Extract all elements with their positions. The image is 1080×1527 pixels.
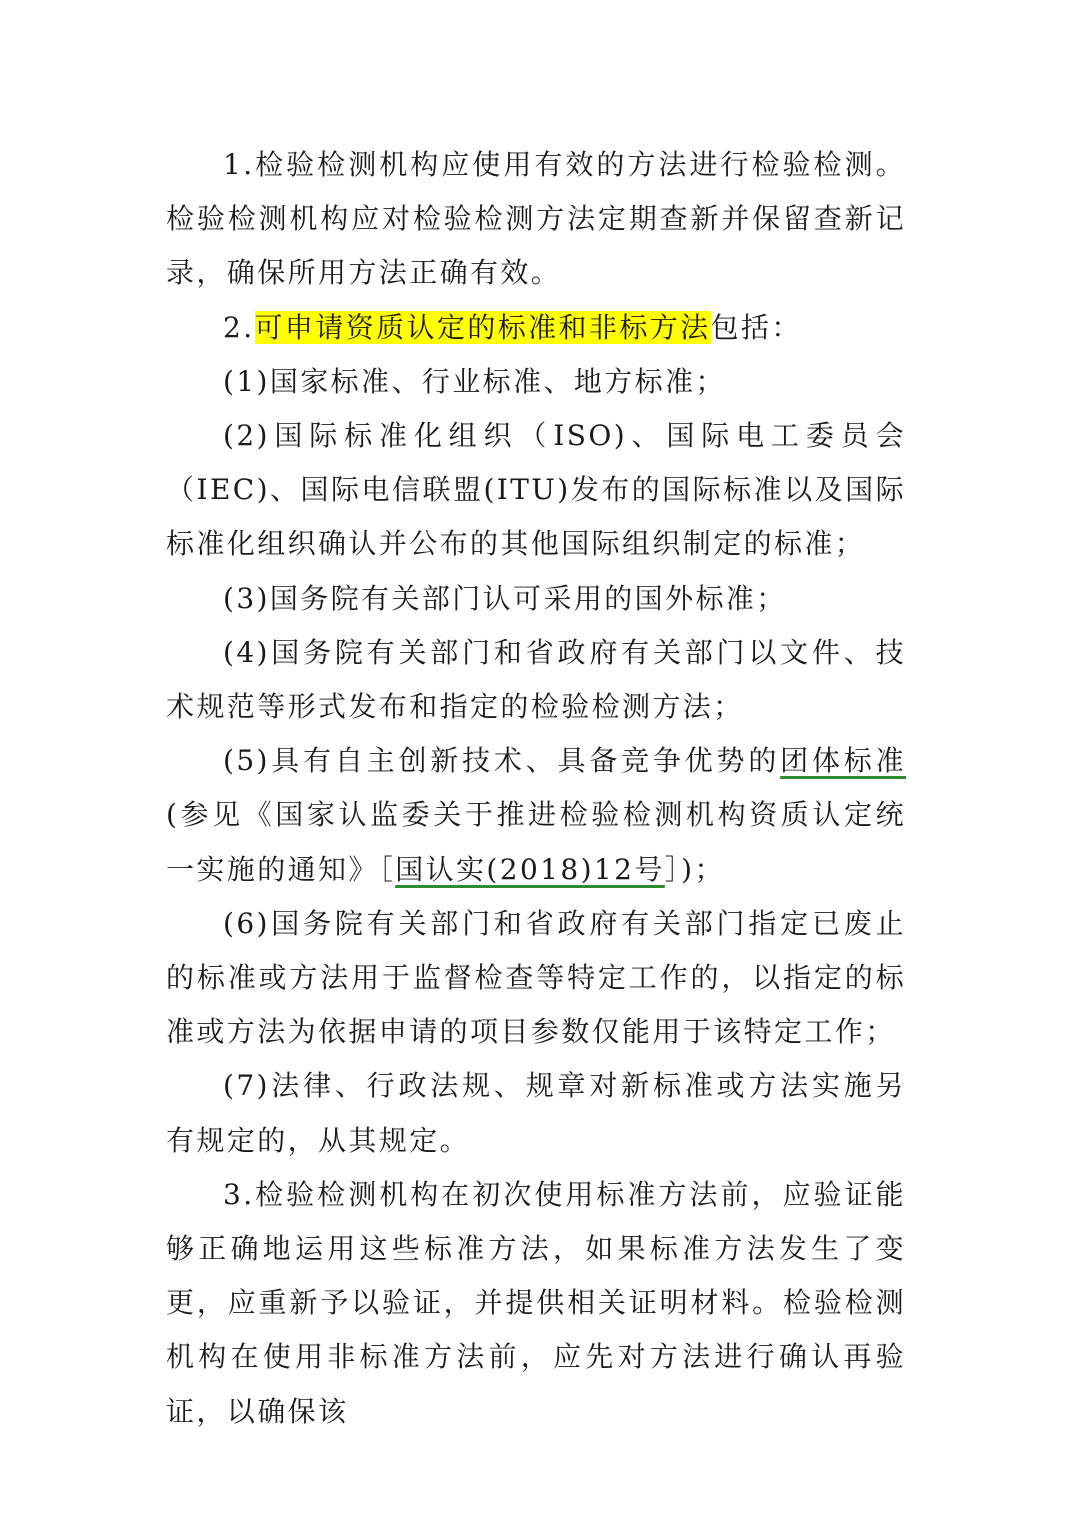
list-item-7: (7)法律、行政法规、规章对新标准或方法实施另有规定的，从其规定。 <box>166 1069 906 1157</box>
list-item-6: (6)国务院有关部门和省政府有关部门指定已废止的标准或方法用于监督检查等特定工作的，以指定的标准或方法为依据申请的项目参数仅能用于该特定工作； <box>166 906 906 1049</box>
list-item-5-middle: (参见《国家认监委关于推进检验检测机构资质认定统一实施的通知》［ <box>166 798 906 886</box>
paragraph-2-number: 2. <box>223 310 255 344</box>
paragraph-2 <box>166 301 906 355</box>
list-item-2: (2)国际标准化组织（ISO)、国际电工委员会（IEC)、国际电信联盟(ITU)发布的国际标准以及国际标准化组织确认并公布的其他国际组织制定的标准； <box>166 419 906 561</box>
list-item-3: (3)国务院有关部门认可采用的国外标准； <box>223 581 787 615</box>
list-item-1: (1)国家标准、行业标准、地方标准； <box>223 364 726 398</box>
underlined-term-group-standard: 团体标准 <box>780 744 906 778</box>
list-item-5-suffix: ］)； <box>664 852 725 886</box>
paragraph-2-suffix: 包括： <box>710 310 802 344</box>
paragraph-3: 3.检验检测机构在初次使用标准方法前，应验证能够正确地运用这些标准方法，如果标准方法发生了变更，应重新予以验证，并提供相关证明材料。检验检测机构在使用非标准方法前，应先对方法进行确认再验证，以确保该 <box>166 1177 906 1428</box>
list-item-5 <box>166 734 906 897</box>
document-body <box>166 138 906 1439</box>
paragraph-1: 1.检验检测机构应使用有效的方法进行检验检测。检验检测机构应对检验检测方法定期查新并保留查新记录，确保所用方法正确有效。 <box>166 148 906 290</box>
underlined-document-number: 国认实(2018)12号 <box>395 852 665 886</box>
highlighted-text: 可申请资质认定的标准和非标方法 <box>254 310 711 344</box>
list-item-4: (4)国务院有关部门和省政府有关部门以文件、技术规范等形式发布和指定的检验检测方法； <box>166 635 906 724</box>
list-item-5-prefix: (5)具有自主创新技术、具备竞争优势的 <box>223 744 781 778</box>
